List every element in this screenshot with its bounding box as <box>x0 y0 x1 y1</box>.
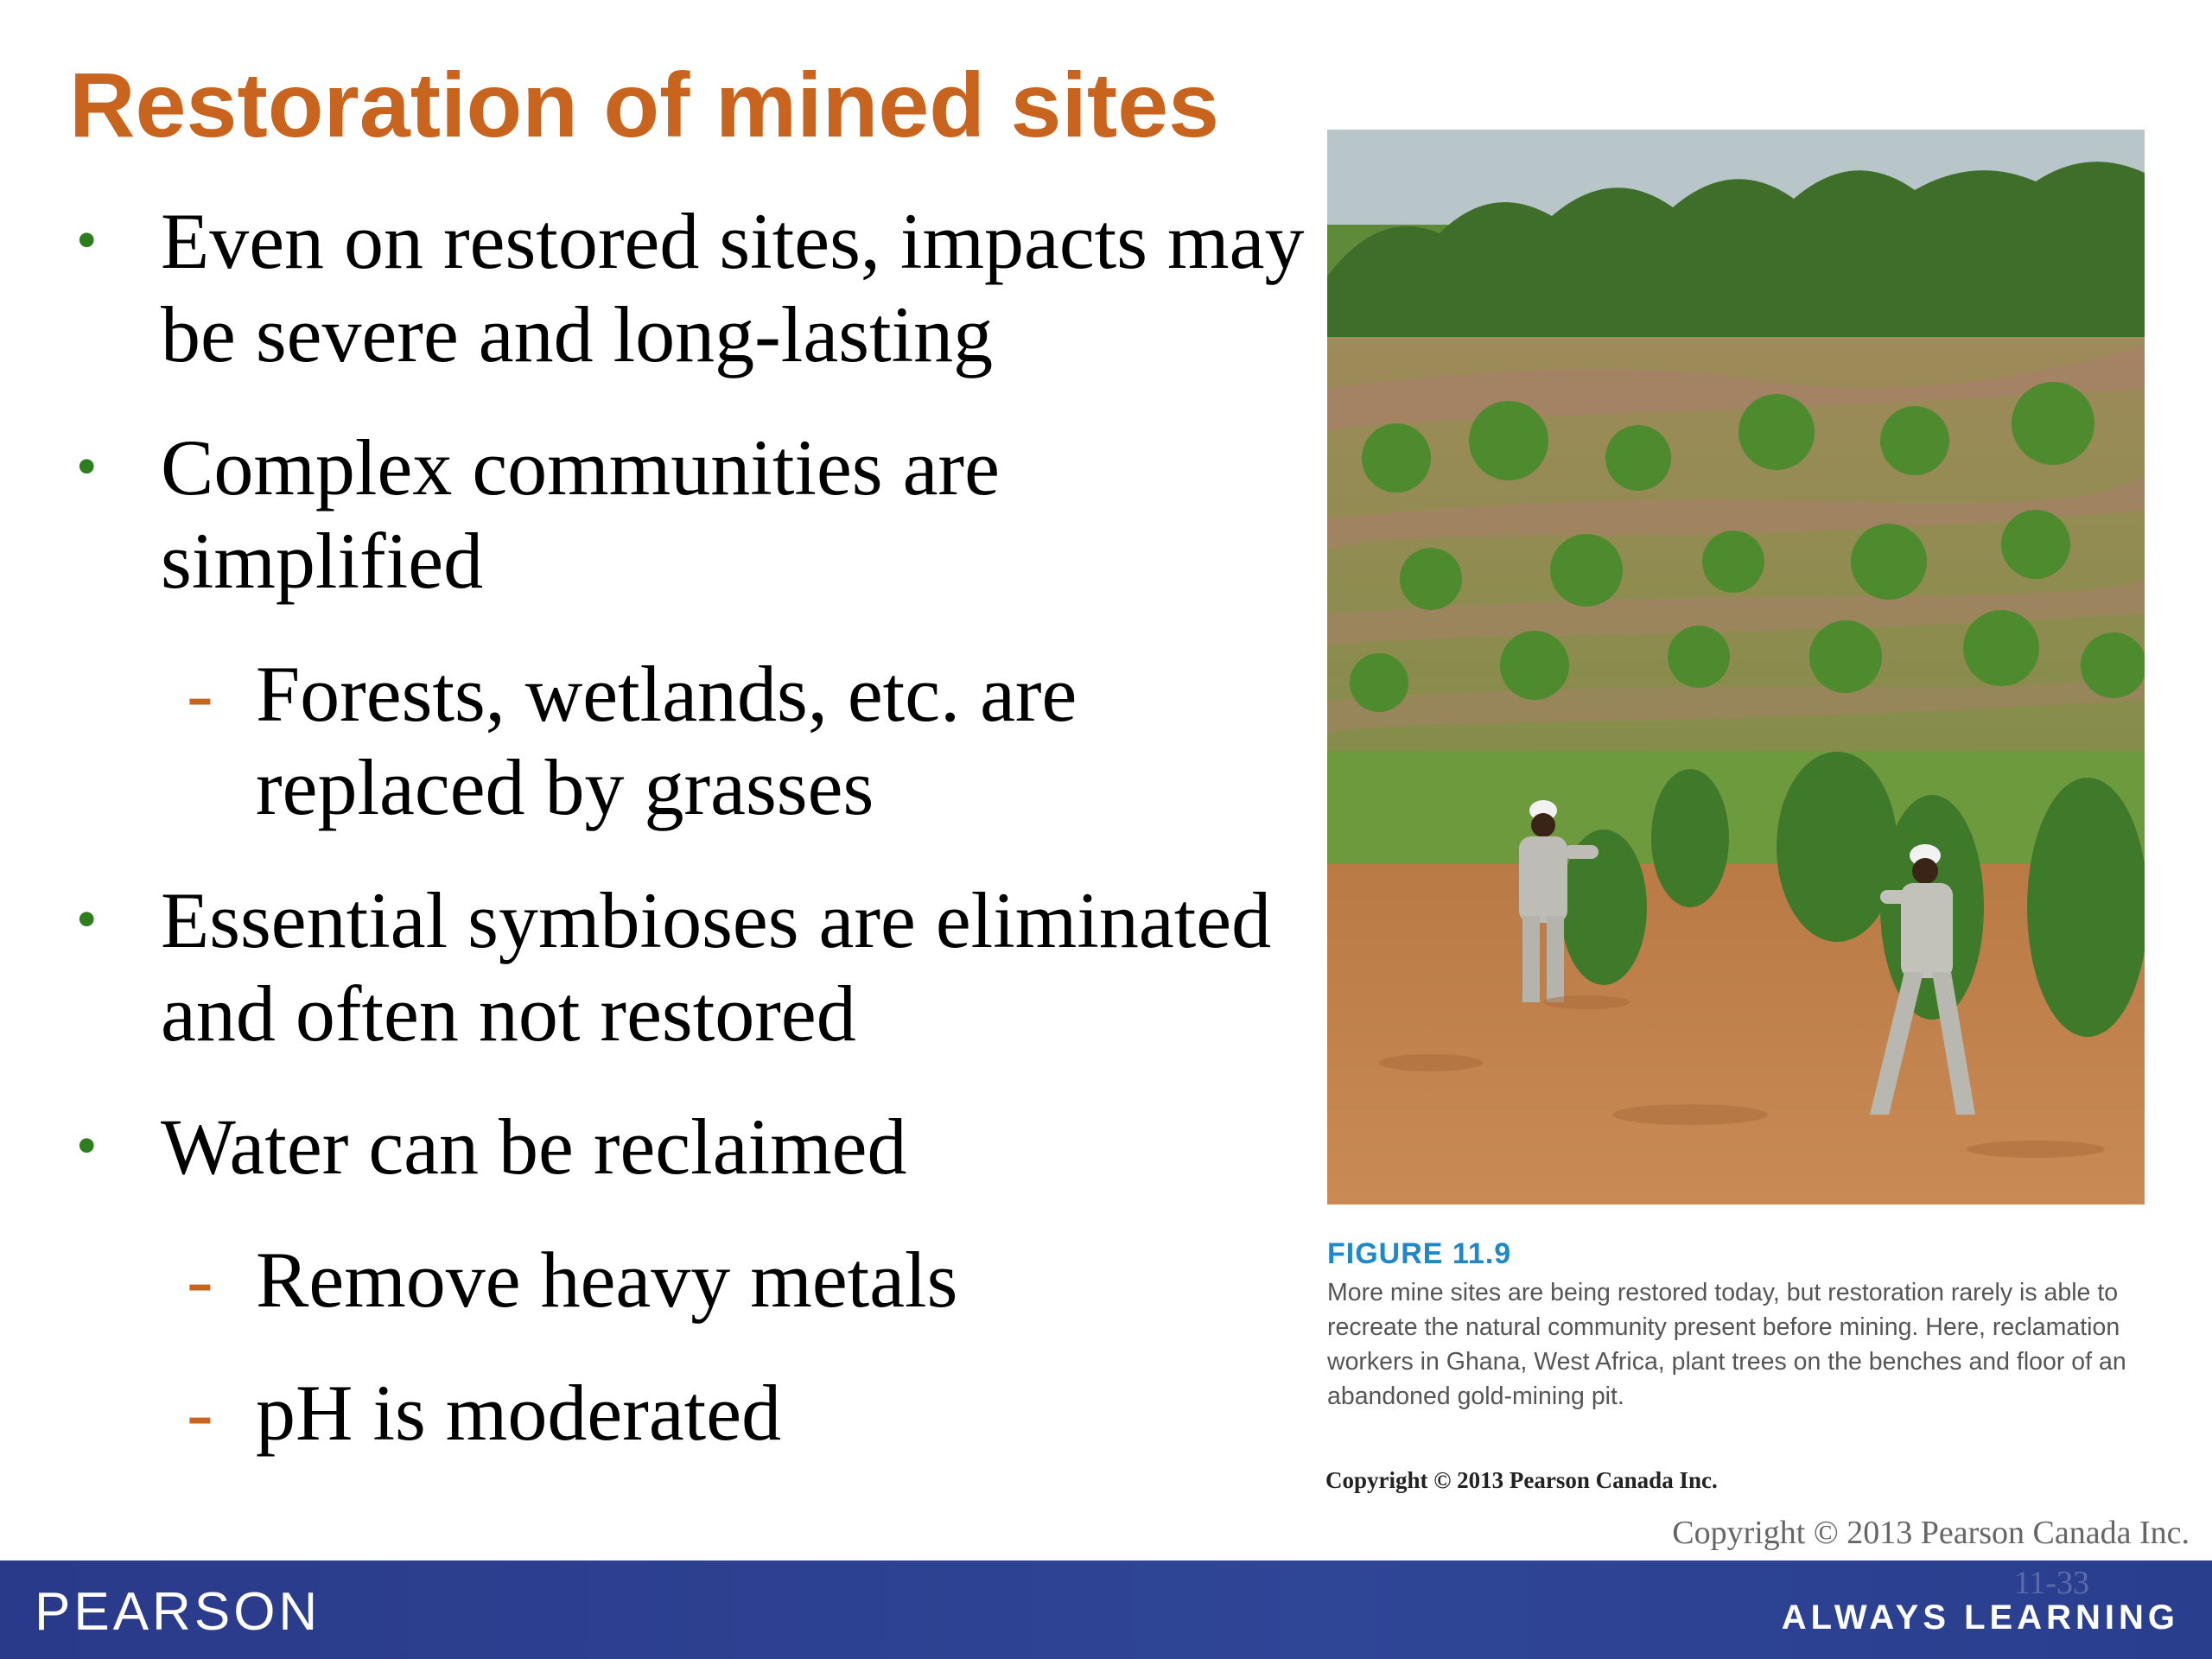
bullet-item <box>69 421 1305 607</box>
bullet-marker: • <box>76 887 98 953</box>
sub-bullet-item <box>69 1233 1305 1326</box>
sub-bullet-marker: - <box>187 1369 213 1457</box>
sub-bullet-item <box>69 647 1305 834</box>
footer-bar <box>0 1560 2212 1659</box>
page-number: 11-33 <box>2013 1565 2089 1601</box>
sub-bullet-item <box>69 1366 1305 1459</box>
sub-bullet-text: Forests, wetlands, etc. are replaced by grasses <box>256 650 1077 831</box>
mine-restoration-photo <box>1327 130 2145 1205</box>
sub-bullet-marker: - <box>187 650 213 738</box>
figure-photo <box>1327 130 2145 1205</box>
figure-copyright: Copyright © 2013 Pearson Canada Inc. <box>1325 1467 1718 1493</box>
bullet-list <box>69 194 1305 1499</box>
bullet-item <box>69 1100 1305 1193</box>
bullet-text: Complex communities are simplified <box>161 423 1000 605</box>
bullet-item <box>69 874 1305 1060</box>
bullet-marker: • <box>76 1113 98 1179</box>
bullet-marker: • <box>76 434 98 500</box>
pearson-logo: PEARSON <box>35 1582 321 1642</box>
slide-copyright: Copyright © 2013 Pearson Canada Inc. <box>1672 1515 2190 1551</box>
bullet-text: Essential symbioses are eliminated and often not restored <box>161 876 1272 1058</box>
bullet-item <box>69 194 1305 381</box>
tagline: ALWAYS LEARNING <box>1781 1599 2179 1637</box>
bullet-text: Even on restored sites, impacts may be severe and long-lasting <box>161 197 1305 378</box>
bullet-text: Water can be reclaimed <box>161 1103 907 1191</box>
figure-label: FIGURE 11.9 <box>1327 1237 1512 1270</box>
sub-bullet-text: Remove heavy metals <box>256 1236 958 1324</box>
bullet-marker: • <box>76 207 98 274</box>
slide-title: Restoration of mined sites <box>69 54 1220 156</box>
figure-caption: More mine sites are being restored today, but restoration rarely is able to recreate the natural community present before mining. Here, reclamation workers in Ghana, West Africa, plant trees on the benches and floor of an abandoned gold-mining pit. <box>1327 1279 2126 1410</box>
sub-bullet-text: pH is moderated <box>256 1369 782 1457</box>
sub-bullet-marker: - <box>187 1236 213 1324</box>
